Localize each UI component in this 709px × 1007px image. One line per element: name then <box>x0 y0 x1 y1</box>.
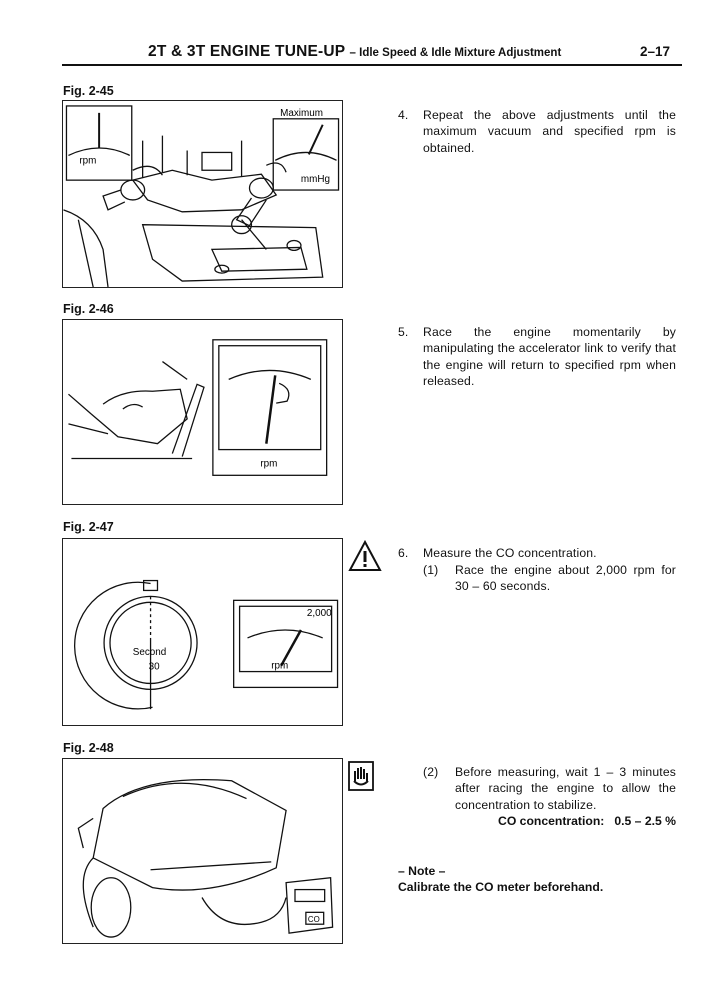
tach-value: 2,000 <box>306 608 332 620</box>
step-6-2-text: Before measuring, wait 1 – 3 minutes after racing the engine to allow the concentration to stabilize. <box>455 765 676 812</box>
step-6-text: Measure the CO concentration. <box>423 546 597 560</box>
co-meter-label: CO <box>307 915 320 925</box>
header-rule <box>62 64 682 66</box>
page-title <box>148 43 561 61</box>
stopwatch-value: 30 <box>148 661 160 673</box>
step-6-1-text: Race the engine about 2,000 rpm for 30 – 60 seconds. <box>455 563 676 594</box>
co-spec-label: CO concentration: <box>498 814 605 828</box>
stopwatch-tachometer-drawing <box>63 539 342 725</box>
step-6-1 <box>423 562 676 595</box>
co-concentration-spec <box>470 814 676 828</box>
step-6-1-number: (1) <box>423 563 439 577</box>
fig-2-46-illustration <box>62 319 343 505</box>
carburetor-adjustment-drawing <box>63 101 342 287</box>
stopwatch-label: Second <box>132 646 167 658</box>
fig-2-48-illustration <box>62 758 343 944</box>
fig-2-48-label: Fig. 2-48 <box>63 741 114 755</box>
warning-triangle-icon <box>348 540 382 572</box>
co-spec-value: 0.5 – 2.5 % <box>614 814 676 828</box>
step-5 <box>398 324 676 390</box>
section-title: 2T & 3T ENGINE TUNE-UP <box>148 43 346 60</box>
step-6 <box>398 545 676 561</box>
fig-2-47-label: Fig. 2-47 <box>63 520 114 534</box>
tach-label: rpm <box>260 458 278 470</box>
fig-2-45-illustration <box>62 100 343 288</box>
gauge-left-label: rpm <box>79 155 97 167</box>
accelerator-pedal-drawing <box>63 320 342 504</box>
fig-2-45-label: Fig. 2-45 <box>63 84 114 98</box>
step-5-text: Race the engine momentarily by manipulating the accelerator link to verify that the engine will return to specified rpm when released. <box>423 325 676 389</box>
section-subtitle: – Idle Speed & Idle Mixture Adjustment <box>349 47 562 59</box>
step-6-2 <box>423 764 676 813</box>
tach-label-47: rpm <box>271 660 289 672</box>
page-number: 2–17 <box>639 44 670 59</box>
note-title: – Note – <box>398 864 446 878</box>
gauge-right-title: Maximum <box>280 107 323 119</box>
step-6-number: 6. <box>398 546 409 560</box>
step-4-number: 4. <box>398 108 409 122</box>
step-5-number: 5. <box>398 325 409 339</box>
fig-2-47-illustration <box>62 538 343 726</box>
page-header <box>148 41 678 63</box>
co-meter-car-drawing <box>63 759 342 943</box>
step-6-2-number: (2) <box>423 765 439 779</box>
gauge-right-label: mmHg <box>300 174 331 186</box>
hand-caution-icon <box>348 761 374 791</box>
note-text: Calibrate the CO meter beforehand. <box>398 880 604 894</box>
step-4 <box>398 107 676 156</box>
step-4-text: Repeat the above adjustments until the maximum vacuum and specified rpm is obtained. <box>423 108 676 155</box>
fig-2-46-label: Fig. 2-46 <box>63 302 114 316</box>
